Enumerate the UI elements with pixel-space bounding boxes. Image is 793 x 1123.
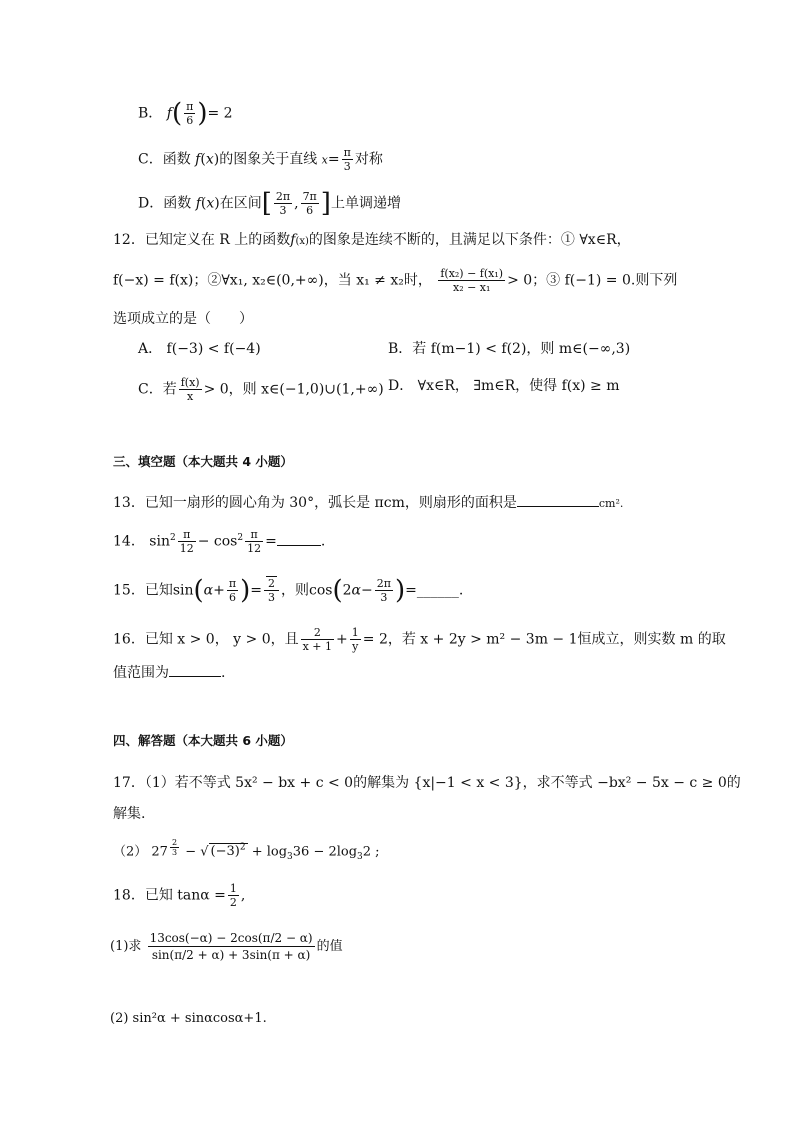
q12-line3: 选项成立的是（ ） xyxy=(113,311,253,327)
q12-line2: f(−x) = f(x)；②∀x₁, x₂∈(0,+∞)，当 x₁ ≠ x₂时， $\frac{\text{f(x₂) − f(x₁)}}{\text{x₂ − x₁}}$ > 0；③ f(−1) = 0.则下列 xyxy=(113,267,678,294)
q11-option-d: D．函数 f(x)在区间[ $\frac{2\pi}{3}$ , $\frac{7\pi}{6}$ ]上单调递增 xyxy=(138,188,401,219)
q11-option-b-label: B． xyxy=(138,105,163,122)
q16-post: = 2，若 x + 2y > m² − 3m − 1恒成立，则实数 m 的取 xyxy=(362,631,726,648)
q13-post: cm². xyxy=(598,497,624,510)
q11-option-c-end: 对称 xyxy=(354,151,383,168)
q11-option-d-pre: D．函数 xyxy=(138,195,192,212)
q14-pre: 14． xyxy=(113,533,145,550)
q16-pre: 16．已知 x > 0， y > 0，且 xyxy=(113,631,299,648)
q13-pre: 13．已知一扇形的圆心角为 30°，弧长是 πcm，则扇形的面积是 xyxy=(113,495,517,511)
q12-option-c-post: > 0，则 x∈(−1,0)∪(1,+∞) xyxy=(203,381,384,398)
q12-option-c-pre: C．若 xyxy=(138,381,177,398)
q18-line1: 18．已知 tanα = $\frac{1}{2}$ , xyxy=(113,882,246,909)
q12-line2b-text: > 0；③ f(−1) = 0.则下列 xyxy=(507,272,678,289)
q15-pre: 15．已知 xyxy=(113,582,173,599)
q18-part1-post: 的值 xyxy=(316,939,343,954)
q12-line2a-text: f(−x) = f(x)；②∀x₁, x₂∈(0,+∞)，当 x₁ ≠ x₂时， xyxy=(113,272,432,289)
q13 xyxy=(113,493,623,514)
section-3-heading: 三、填空题（本大题共 4 小题） xyxy=(113,454,293,469)
q12-line1b-text: 的图象是连续不断的，且满足以下条件：① ∀x∈R， xyxy=(308,232,631,248)
q11-option-b: B． f( $\frac{\pi}{6}$ )= 2 xyxy=(138,98,233,129)
q11-option-d-end: 上单调递增 xyxy=(330,195,401,212)
q16-line1: 16．已知 x > 0， y > 0，且 $\frac{2}{x + 1}$ + $\frac{1}{y}$ = 2，若 x + 2y > m² − 3m − 1恒成立，则实数 m 的取 xyxy=(113,626,726,653)
q16-line2-text: 值范围为 xyxy=(113,665,169,681)
q12-line1: 12．已知定义在 R 上的函数f(x)的图象是连续不断的，且满足以下条件：① ∀x∈R， xyxy=(113,232,631,248)
q16-line2: 值范围为 . xyxy=(113,665,226,681)
q17-line2: 解集. xyxy=(113,806,146,822)
q12-option-b: B．若 f(m−1) < f(2)，则 m∈(−∞,3) xyxy=(388,341,631,357)
q17-part2: （2） 27 $^{\frac{2}{3}}$ − √ $(-3)^2 + \log_336 - 2\log_32$ ; xyxy=(113,838,380,862)
q12-option-a: A． f(−3) < f(−4) xyxy=(138,341,261,357)
q14: 14． $\sin^2$ $\frac{\pi}{12}$ − $\cos^2$ $\frac{\pi}{12}$ = . xyxy=(113,528,326,556)
q12-option-c: C．若 $\frac{f(x)}{x}$ > 0，则 x∈(−1,0)∪(1,+∞) xyxy=(138,376,384,403)
q18-part2: (2) sin²α + sinαcosα+1. xyxy=(110,1011,267,1026)
q15-blank: ______. xyxy=(416,582,464,599)
q17-line1: 17．（1）若不等式 5x² − bx + c < 0的解集为 {x|−1 < x < 3}，求不等式 −bx² − 5x − c ≥ 0的 xyxy=(113,775,741,791)
q18-part1: (1)求 $\frac{13\cos(-\alpha) - 2\cos(\pi/2 - \alpha)}{\sin(\pi/2 + \alpha) + 3\sin(\pi + \alpha)}$ 的值 xyxy=(110,931,343,962)
q11-option-c-pre: C．函数 xyxy=(138,151,191,168)
section-4-heading: 四、解答题（本大题共 6 小题） xyxy=(113,733,293,748)
q15-mid: ，则 xyxy=(281,582,309,599)
q12-line1-text: 12．已知定义在 R 上的函数 xyxy=(113,232,291,248)
q17-part2-pre: （2） xyxy=(113,844,148,860)
q18-part1-pre: (1)求 xyxy=(110,939,142,954)
q11-option-d-mid: 在区间 xyxy=(219,195,262,212)
q18-line1-text: 18．已知 tanα = xyxy=(113,887,226,904)
q15: 15．已知sin(α+ $\frac{\pi}{6}$ )= $\frac{2}{3}$ ，则cos(2α− $\frac{2\pi}{3}$ )=______. xyxy=(113,575,464,606)
q11-option-c-post: 的图象关于直线 xyxy=(219,151,318,168)
q11-option-c: C．函数 f(x)的图象关于直线 x= $\frac{\pi}{3}$ 对称 xyxy=(138,146,383,173)
q12-option-d: D． ∀x∈R， ∃m∈R，使得 f(x) ≥ m xyxy=(388,378,620,394)
